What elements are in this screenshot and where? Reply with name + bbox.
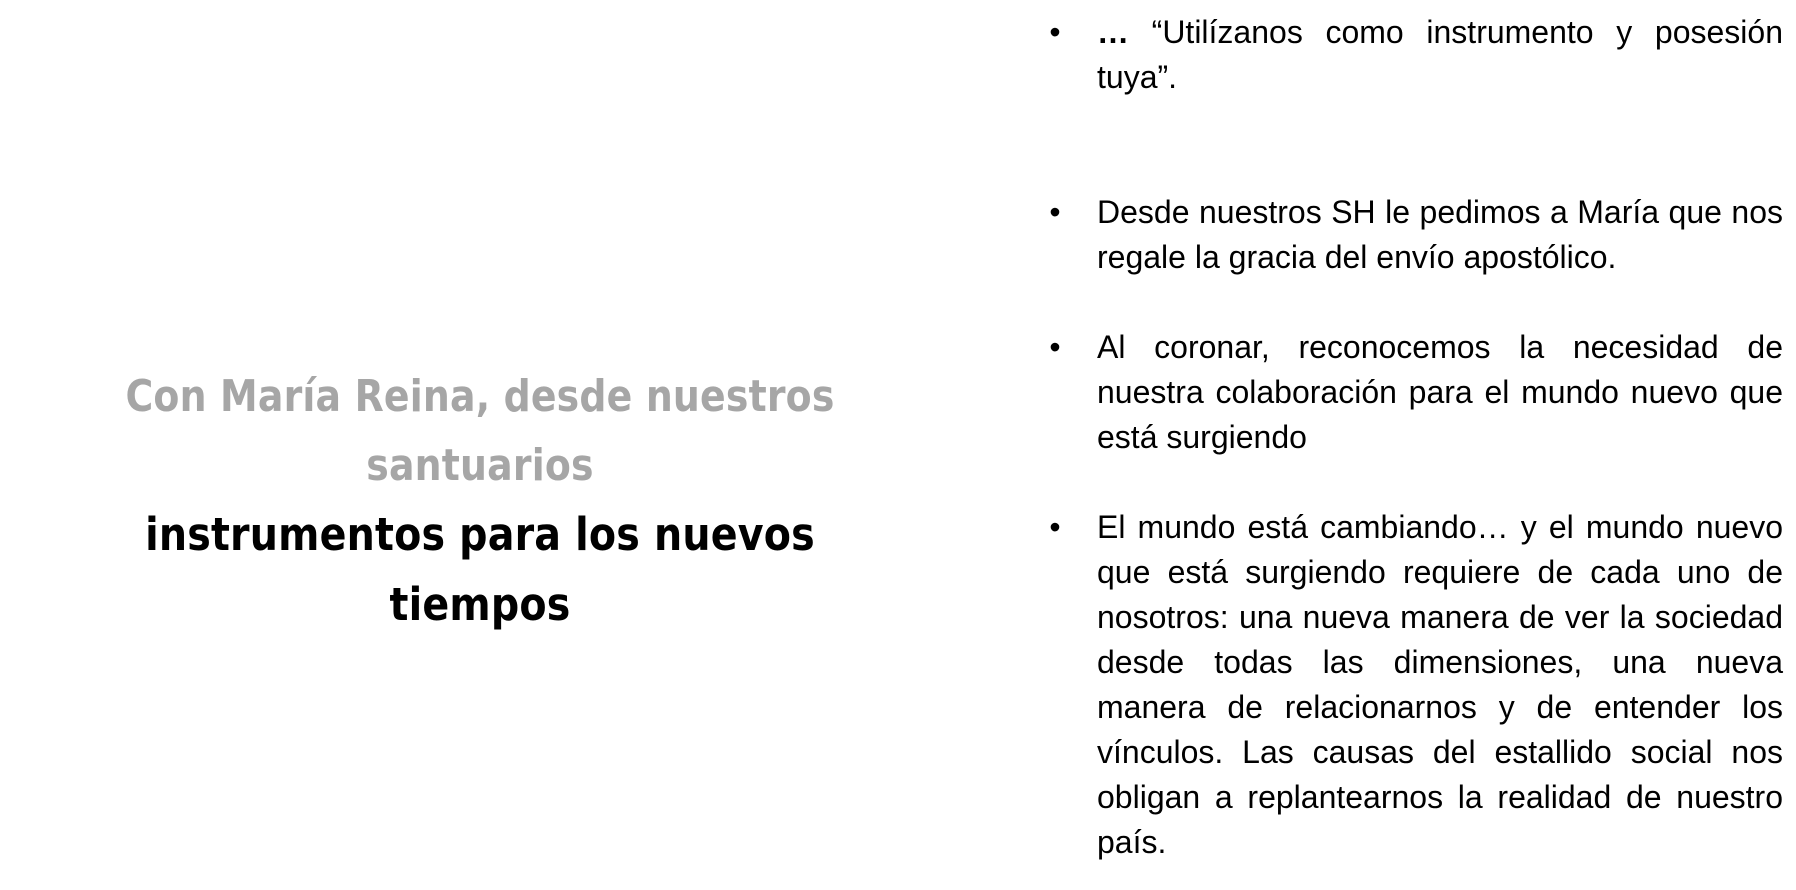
slide-title	[20, 362, 940, 640]
bullet-lead-ellipsis: …	[1097, 14, 1129, 50]
bullet-text	[1097, 10, 1783, 100]
title-subheading	[84, 362, 875, 500]
bullet-dot-icon: •	[1049, 194, 1061, 230]
bullet-body: “Utilízanos como instrumento y posesión tuya”.	[1097, 14, 1783, 95]
bullet-item	[1045, 325, 1783, 460]
bullet-text: Desde nuestros SH le pedimos a María que nos regale la gracia del envío apostólico.	[1097, 194, 1783, 275]
bullet-text: El mundo está cambiando… y el mundo nuevo que está surgiendo requiere de cada uno de nosotros: una nueva manera de ver la sociedad desde todas las dimensiones, una nueva manera de relacionarnos y de entender los vínculos. Las causas del estallido social nos obligan a replantearnos la realidad de nuestro país.	[1097, 509, 1783, 860]
title-gray-line-2: santuarios	[366, 440, 594, 491]
bullet-dot-icon: •	[1049, 14, 1061, 50]
title-main-line: instrumentos para los nuevos tiempos	[145, 508, 815, 631]
bullet-item	[1045, 190, 1783, 280]
bullet-item	[1045, 10, 1783, 100]
bullet-item	[1045, 505, 1783, 865]
bullet-text: Al coronar, reconocemos la necesidad de nuestra colaboración para el mundo nuevo que está surgiendo	[1097, 329, 1783, 455]
title-gray-line-1: Con María Reina, desde nuestros	[125, 371, 835, 422]
bullet-list	[1045, 10, 1783, 865]
bullet-dot-icon: •	[1049, 329, 1061, 365]
bullet-dot-icon: •	[1049, 509, 1061, 545]
